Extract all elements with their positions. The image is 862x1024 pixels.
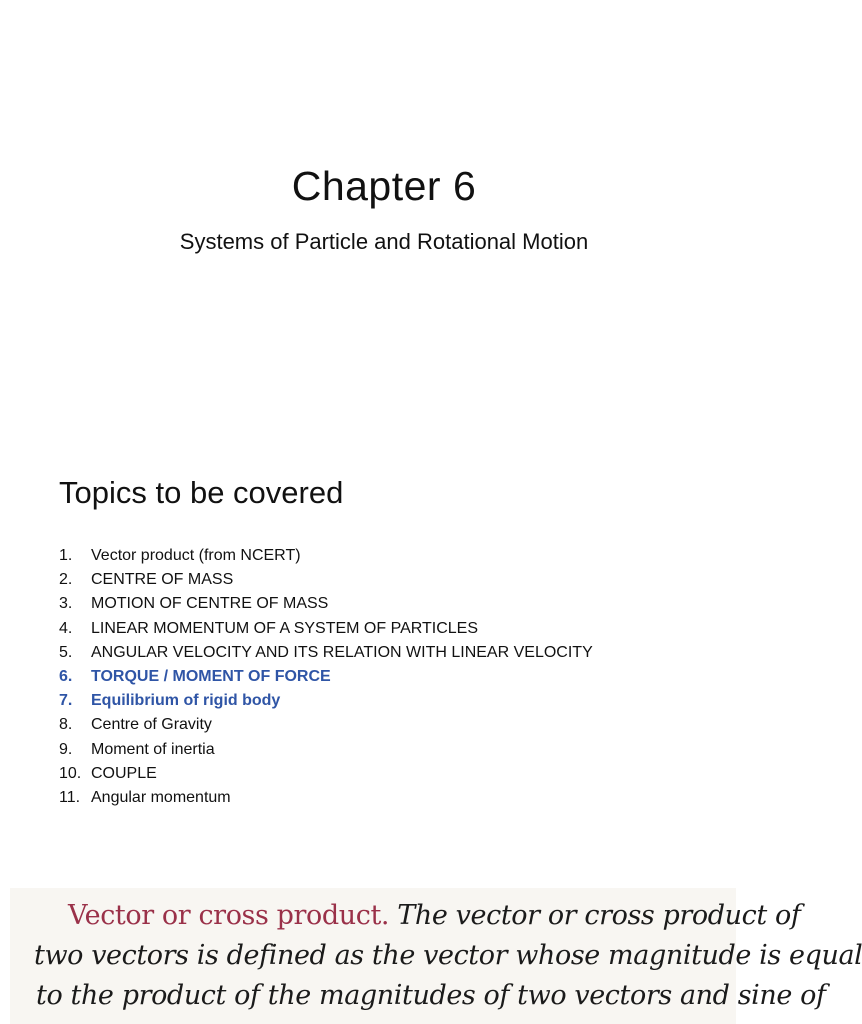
topic-label: TORQUE / MOMENT OF FORCE [91,667,331,685]
topic-label: COUPLE [91,764,157,782]
scanned-textbook-excerpt [10,888,862,1024]
topic-label: MOTION OF CENTRE OF MASS [91,595,329,613]
topic-number: 1. [59,547,73,564]
topic-label: Angular momentum [91,788,231,806]
chapter-subtitle: Systems of Particle and Rotational Motion [179,229,589,254]
scanned-line-3: to the product of the magnitudes of two vectors and sine of [36,980,826,1011]
scanned-line-2: two vectors is defined as the vector whose magnitude is equal [34,940,862,971]
topic-item [59,713,593,737]
topic-item [59,617,593,641]
topic-item [59,786,593,810]
topic-item-highlighted [59,665,593,689]
topic-label: Centre of Gravity [91,716,212,734]
topic-number: 8. [59,716,73,734]
topic-item [59,568,593,592]
definition-text: The vector or cross product of [389,900,801,931]
topic-item [59,592,593,616]
topic-number: 6. [59,667,73,685]
topic-number: 11. [59,788,81,806]
topic-number: 9. [59,740,73,758]
topics-heading: Topics to be covered [59,475,344,510]
topic-item [59,641,593,665]
topic-label: Equilibrium of rigid body [91,692,281,710]
title-slide [0,0,768,432]
scanned-line-1 [68,900,800,931]
topic-number: 2. [59,571,73,589]
topic-label: Vector product (from NCERT) [91,547,301,564]
topic-label: CENTRE OF MASS [91,571,234,589]
topic-item [59,762,593,786]
topic-label: ANGULAR VELOCITY AND ITS RELATION WITH LINEAR VELOCITY [91,643,593,661]
topic-number: 7. [59,692,73,710]
chapter-title: Chapter 6 [291,163,477,209]
definition-term: Vector or cross product. [68,900,390,931]
topic-number: 4. [59,619,73,637]
topics-list [59,544,593,810]
topic-item-highlighted [59,689,593,713]
topic-label: Moment of inertia [91,740,215,758]
topics-slide [0,432,768,862]
topic-number: 5. [59,643,73,661]
topic-item [59,544,593,568]
topic-label: LINEAR MOMENTUM OF A SYSTEM OF PARTICLES [91,619,479,637]
topic-number: 10. [59,764,82,782]
topic-item [59,738,593,762]
topic-number: 3. [59,595,73,613]
